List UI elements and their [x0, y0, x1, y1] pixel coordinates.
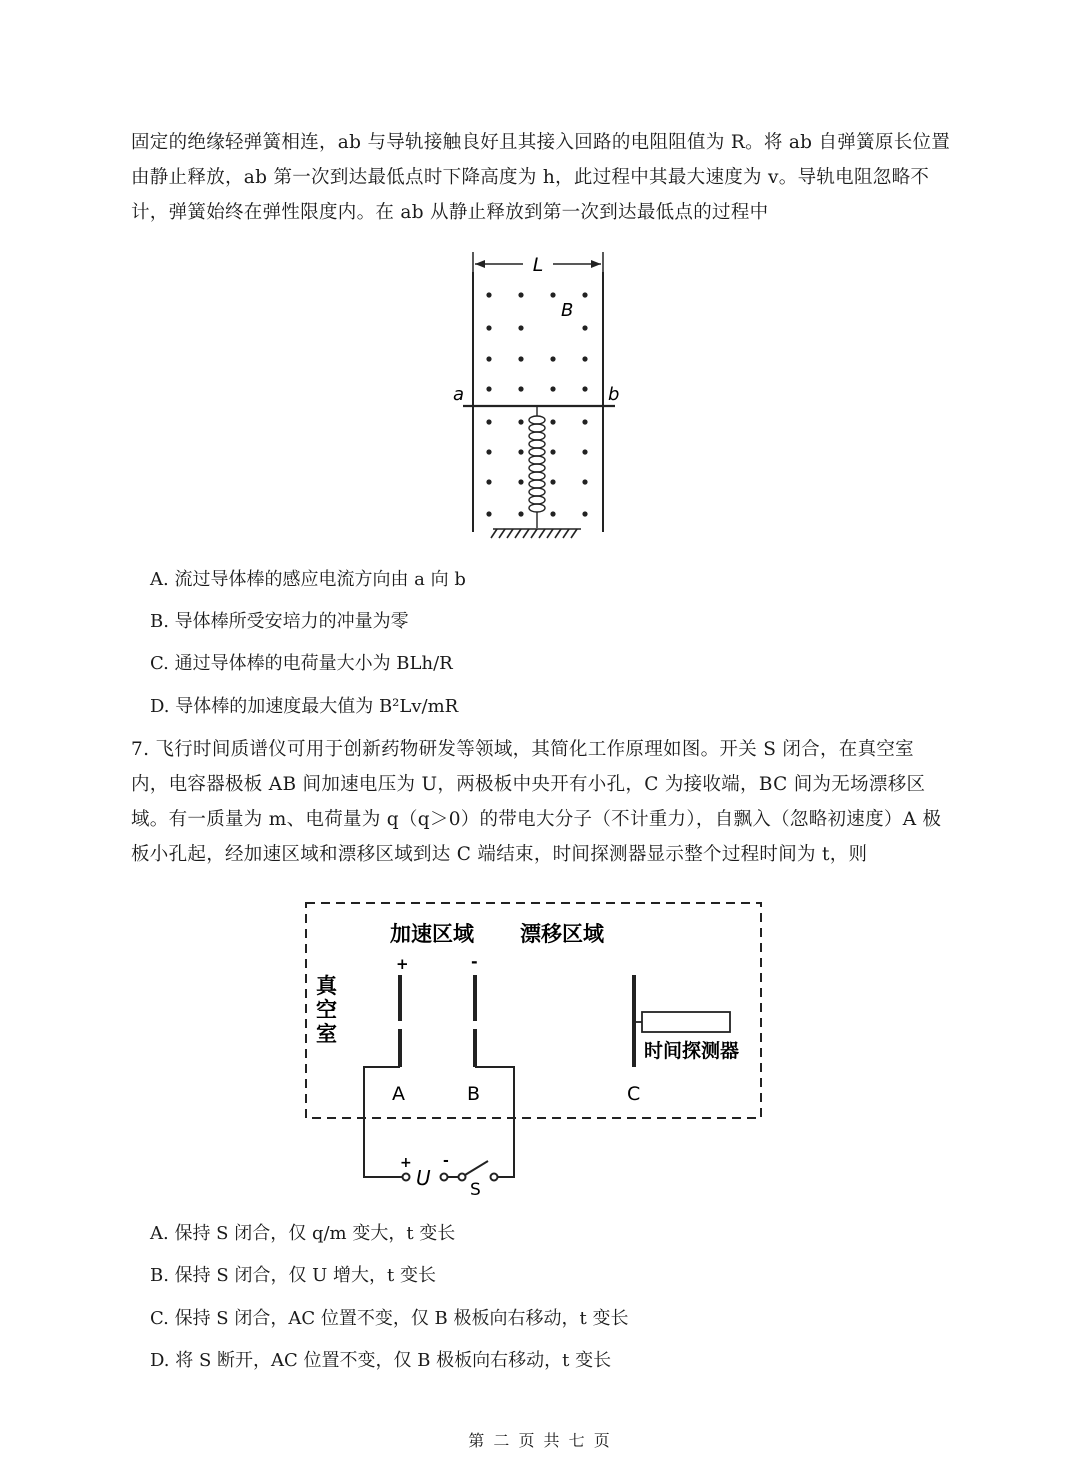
plate-b-minus: -	[471, 952, 478, 971]
label-a: a	[453, 384, 465, 405]
label-b: b	[608, 384, 620, 405]
label-L: L	[532, 254, 544, 276]
q7-stem-line: 内，电容器极板 AB 间加速电压为 U，两极板中央开有小孔，C 为接收端，BC 间为无场漂移区	[131, 774, 926, 795]
q6-stem-line: 计，弹簧始终在弹性限度内。在 ab 从静止释放到第一次到达最低点的过程中	[131, 202, 769, 223]
q7-stem-line: 域。有一质量为 m、电荷量为 q（q＞0）的带电大分子（不计重力），自飘入（忽略初速度）A 极	[131, 809, 942, 830]
source-minus: -	[443, 1153, 449, 1169]
q6-stem	[131, 125, 951, 230]
magnetic-field-dots	[486, 292, 587, 516]
q7-option-d: D. 将 S 断开，AC 位置不变，仅 B 极板向右移动，t 变长	[150, 1350, 612, 1371]
q7-option-b: B. 保持 S 闭合，仅 U 增大，t 变长	[150, 1265, 437, 1286]
label-detector: 时间探测器	[644, 1040, 740, 1062]
label-voltage-u: U	[416, 1166, 431, 1190]
q7-stem	[131, 732, 961, 872]
q7-option-c: C. 保持 S 闭合，AC 位置不变，仅 B 极板向右移动，t 变长	[150, 1308, 629, 1329]
label-accel-region: 加速区域	[390, 922, 474, 946]
ground-hatch	[491, 529, 581, 538]
label-plate-c: C	[627, 1083, 641, 1105]
q7-option-a: A. 保持 S 闭合，仅 q/m 变大，t 变长	[150, 1223, 456, 1244]
q6-option-b: B. 导体棒所受安培力的冲量为零	[150, 611, 409, 632]
label-vacuum-1: 真	[316, 974, 337, 998]
q6-stem-line: 固定的绝缘轻弹簧相连，ab 与导轨接触良好且其接入回路的电阻阻值为 R。将 ab 自弹簧原长位置	[131, 132, 951, 153]
label-drift-region: 漂移区域	[520, 922, 604, 946]
page-footer: 第 二 页 共 七 页	[468, 1431, 612, 1450]
external-circuit	[364, 1067, 514, 1181]
label-plate-b: B	[467, 1083, 481, 1105]
q6-figure-rails-spring	[445, 248, 625, 550]
source-plus: +	[400, 1155, 412, 1171]
q6-option-d: D. 导体棒的加速度最大值为 B²Lv/mR	[150, 696, 459, 717]
label-plate-a: A	[392, 1083, 405, 1105]
q7-stem-line: 7. 飞行时间质谱仪可用于创新药物研发等领域，其简化工作原理如图。开关 S 闭合，在真空室	[131, 739, 914, 760]
plate-a-plus: +	[396, 955, 409, 973]
label-vacuum-3: 室	[316, 1022, 337, 1046]
q6-option-a: A. 流过导体棒的感应电流方向由 a 向 b	[150, 569, 466, 590]
spring	[529, 406, 545, 528]
q7-figure-mass-spectrometer	[298, 895, 768, 1200]
label-switch-s: S	[470, 1180, 481, 1200]
q6-stem-line: 由静止释放，ab 第一次到达最低点时下降高度为 h，此过程中其最大速度为 v。导轨电阻忽略不	[131, 167, 930, 188]
time-detector-box	[642, 1012, 730, 1032]
q6-option-c: C. 通过导体棒的电荷量大小为 BLh/R	[150, 653, 453, 674]
label-B: B	[561, 300, 574, 321]
label-vacuum-2: 空	[316, 998, 337, 1022]
q7-stem-line: 板小孔起，经加速区域和漂移区域到达 C 端结束，时间探测器显示整个过程时间为 t，则	[131, 844, 868, 865]
